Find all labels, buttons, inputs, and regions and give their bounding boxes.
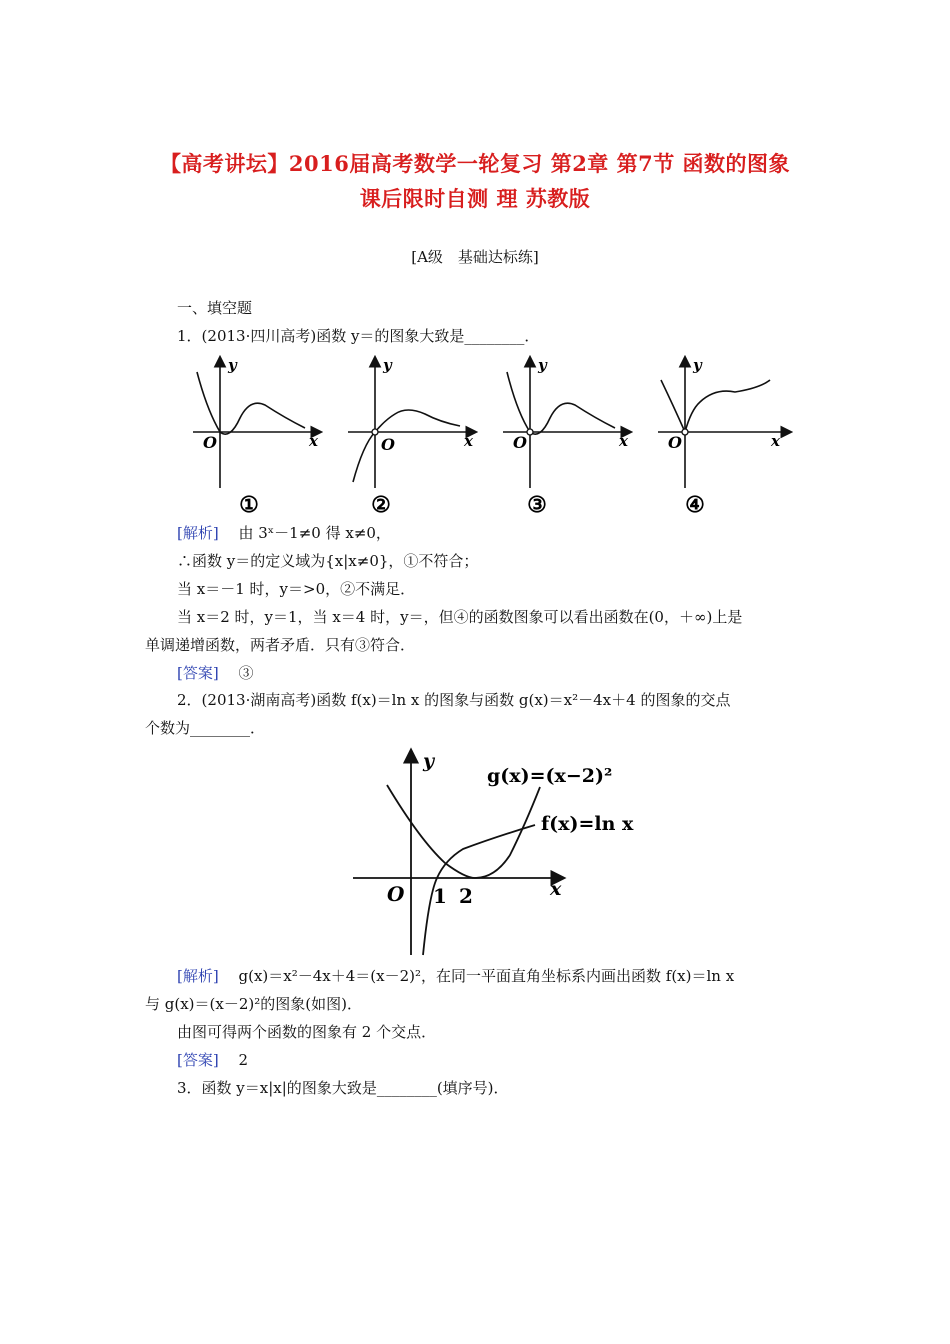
- q2-analysis-1: [177, 966, 847, 986]
- document-title-line1: 【高考讲坛】2016届高考数学一轮复习 第2章 第7节 函数的图象: [159, 151, 791, 176]
- q1-analysis-5: 单调递增函数，两者矛盾．只有③符合．: [145, 636, 416, 654]
- q2-y-label: y: [423, 750, 435, 772]
- q2-analysis-text-1: g(x)＝x²－4x＋4＝(x－2)²，在同一平面直角坐标系内画出函数 f(x)＝ln x: [238, 967, 735, 985]
- graph-2-y-label: y: [383, 356, 392, 374]
- q2-stem-2: 个数为________．: [145, 719, 266, 737]
- q2-origin: O: [387, 882, 405, 906]
- section-heading: 一、填空题: [177, 299, 253, 317]
- graph-3-x-label: x: [619, 432, 628, 450]
- graph-4-y-label: y: [693, 356, 702, 374]
- q1-analysis-3: 当 x＝－1 时，y＝>0，②不满足．: [177, 580, 416, 598]
- document-title-line2: 课后限时自测 理 苏教版: [359, 186, 591, 211]
- graph-2-label: ②: [371, 492, 391, 518]
- graph-4-origin: O: [668, 433, 682, 452]
- graph-1-origin: O: [203, 433, 217, 452]
- graph-3-origin: O: [513, 433, 527, 452]
- q2-answer: [177, 1050, 847, 1070]
- q1-analysis-2: ∴函数 y＝的定义域为{x|x≠0}，①不符合；: [177, 552, 479, 570]
- graph-4: [658, 356, 790, 518]
- graph-4-label: ④: [685, 492, 705, 518]
- graph-2-origin: O: [381, 435, 395, 454]
- level-label: [A级 基础达标练]: [411, 248, 539, 266]
- q1-graphs: [185, 350, 800, 520]
- q1-analysis-4: 当 x＝2 时，y＝1，当 x＝4 时，y＝，但④的函数图象可以看出函数在(0，＋∞)上是: [177, 608, 743, 626]
- q2-analysis-tag: [解析]: [177, 967, 219, 985]
- q3-stem: 3．函数 y＝x|x|的图象大致是________(填序号)．: [177, 1079, 509, 1097]
- q1-answer-tag: [答案]: [177, 664, 219, 682]
- q2-answer-value: 2: [238, 1051, 249, 1069]
- q2-tick-1: 1: [433, 884, 447, 908]
- graph-1-label: ①: [239, 492, 259, 518]
- q1-answer-value: ③: [238, 664, 254, 682]
- q1-answer: [177, 663, 847, 683]
- graph-2-x-label: x: [464, 432, 473, 450]
- graph-3: [503, 356, 630, 518]
- q2-analysis-2: 与 g(x)＝(x－2)²的图象(如图)．: [145, 995, 362, 1013]
- q2-tick-2: 2: [459, 884, 473, 908]
- q1-stem: 1．(2013·四川高考)函数 y＝的图象大致是________．: [177, 327, 540, 345]
- graph-1-y-label: y: [228, 356, 237, 374]
- graph-4-x-label: x: [771, 432, 780, 450]
- q1-analysis-text-1: 由 3ˣ－1≠0 得 x≠0，: [238, 524, 391, 542]
- graph-3-y-label: y: [538, 356, 547, 374]
- q2-g-label: g(x)=(x−2)²: [487, 765, 613, 787]
- q2-f-label: f(x)=ln x: [541, 813, 634, 835]
- q2-answer-tag: [答案]: [177, 1051, 219, 1069]
- graph-1: [193, 356, 320, 518]
- graph-3-label: ③: [527, 492, 547, 518]
- q2-graph: [345, 745, 645, 960]
- q2-stem-1: 2．(2013·湖南高考)函数 f(x)＝ln x 的图象与函数 g(x)＝x²－4x＋4 的图象的交点: [177, 691, 731, 709]
- q2-x-label: x: [550, 878, 562, 900]
- q1-analysis-1: [177, 523, 847, 543]
- q2-analysis-3: 由图可得两个函数的图象有 2 个交点．: [177, 1023, 437, 1041]
- graph-1-x-label: x: [309, 432, 318, 450]
- q1-analysis-tag: [解析]: [177, 524, 219, 542]
- graph-2: [348, 356, 475, 518]
